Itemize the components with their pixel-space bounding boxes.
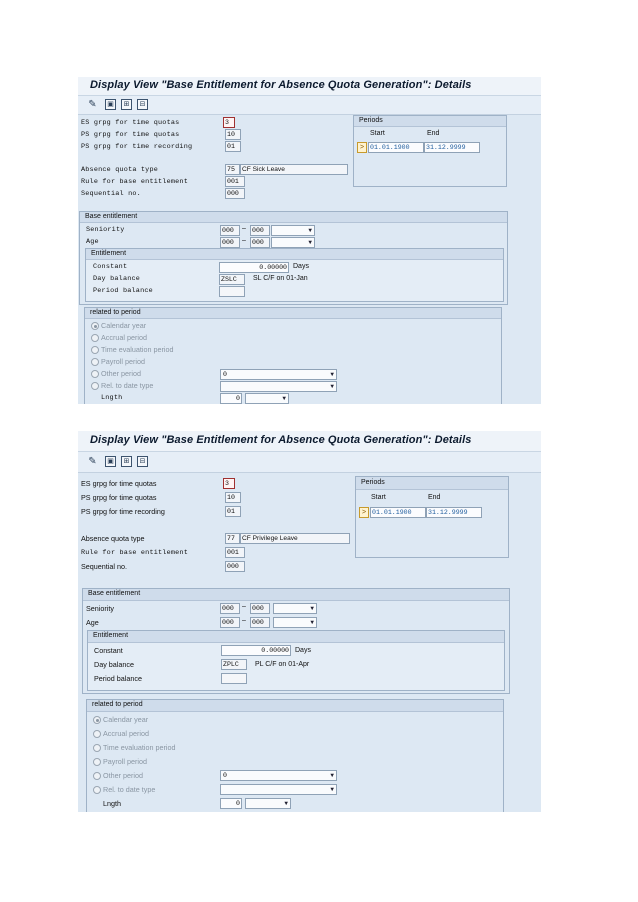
toolbar (78, 96, 541, 115)
related-to-period-title: related to period (85, 308, 501, 319)
option-accrual-period: Accrual period (103, 729, 149, 738)
rule-label: Rule for base entitlement (81, 549, 188, 557)
constant-field[interactable]: 0.00000 (221, 645, 291, 656)
length-field[interactable]: 0 (220, 393, 242, 404)
entitlement-title: Entitlement (86, 249, 503, 260)
sequential-field[interactable]: 000 (225, 188, 245, 199)
periods-start-label: Start (371, 494, 386, 501)
title-bar (78, 77, 541, 96)
age-unit-dropdown[interactable] (273, 617, 317, 628)
title-bar (78, 431, 541, 452)
day-balance-label: Day balance (93, 275, 141, 283)
periods-end-label: End (428, 494, 441, 501)
seniority-dash: – (242, 603, 246, 610)
periods-title: Periods (356, 477, 508, 490)
absence-quota-type-text: CF Privilege Leave (240, 533, 350, 544)
entitlement-title: Entitlement (88, 631, 504, 643)
chevron-down-icon: ▼ (330, 383, 334, 390)
radio-accrual-period[interactable] (91, 334, 99, 342)
next-entry-icon[interactable]: ⊟ (137, 99, 148, 110)
day-balance-text: SL C/F on 01-Jan (253, 275, 308, 282)
period-start-field[interactable]: 01.01.1900 (368, 142, 424, 153)
period-select-icon[interactable]: > (357, 142, 367, 153)
other-entry-icon[interactable]: ✎ (88, 456, 97, 467)
rule-field[interactable]: 001 (225, 547, 245, 558)
es-grpg-label: ES grpg for time quotas (81, 119, 180, 127)
constant-label: Constant (93, 263, 128, 271)
option-accrual-period: Accrual period (101, 333, 147, 342)
sequential-label: Sequential no. (81, 562, 127, 571)
age-dash: – (242, 617, 246, 624)
constant-unit: Days (293, 263, 309, 270)
radio-rel-date-type[interactable] (91, 382, 99, 390)
other-entry-icon[interactable]: ✎ (88, 99, 97, 110)
constant-label: Constant (94, 646, 123, 655)
period-balance-label: Period balance (93, 287, 153, 295)
save-icon[interactable]: ▣ (105, 456, 116, 467)
seniority-dash: – (242, 225, 246, 232)
seniority-unit-dropdown[interactable] (273, 603, 317, 614)
sap-screen-1 (78, 77, 541, 404)
ps-grpg-recording-label: PS grpg for time recording (81, 143, 193, 151)
sequential-label: Sequential no. (81, 190, 141, 198)
age-from-field[interactable]: 000 (220, 617, 240, 628)
chevron-down-icon: ▼ (282, 395, 286, 402)
radio-payroll-period[interactable] (91, 358, 99, 366)
entitlement-group (85, 248, 504, 302)
other-period-value: 0 (223, 371, 227, 378)
es-grpg-field[interactable]: 3 (223, 117, 235, 128)
option-calendar-year: Calendar year (103, 715, 149, 724)
seniority-from-field[interactable]: 000 (220, 225, 240, 236)
sequential-field[interactable]: 000 (225, 561, 245, 572)
periods-end-label: End (427, 130, 440, 137)
radio-time-evaluation-period[interactable] (93, 744, 101, 752)
period-select-icon[interactable]: > (359, 507, 369, 518)
option-time-evaluation-period: Time evaluation period (103, 743, 176, 752)
length-label: Lngth (101, 394, 123, 402)
absence-quota-type-field[interactable]: 75 (225, 164, 240, 175)
option-rel-date-type: Rel. to date type (101, 381, 154, 390)
base-entitlement-title: Base entitlement (83, 589, 509, 601)
seniority-unit-dropdown[interactable] (271, 225, 315, 236)
day-balance-label: Day balance (94, 660, 134, 669)
seniority-from-field[interactable]: 000 (220, 603, 240, 614)
chevron-down-icon: ▼ (330, 371, 334, 378)
age-to-field[interactable]: 000 (250, 237, 270, 248)
absence-quota-type-text: CF Sick Leave (240, 164, 348, 175)
option-calendar-year: Calendar year (101, 321, 147, 330)
related-to-period-group (84, 307, 502, 404)
other-period-dropdown[interactable] (220, 369, 337, 380)
option-rel-date-type: Rel. to date type (103, 785, 156, 794)
period-balance-label: Period balance (94, 674, 142, 683)
day-balance-text: PL C/F on 01-Apr (255, 661, 310, 668)
option-payroll-period: Payroll period (101, 357, 145, 366)
chevron-down-icon: ▼ (308, 227, 312, 234)
period-balance-field[interactable] (221, 673, 247, 684)
day-balance-field[interactable]: ZSLC (219, 274, 245, 285)
ps-grpg-recording-field[interactable]: 01 (225, 506, 241, 517)
radio-calendar-year[interactable] (91, 322, 99, 330)
option-payroll-period: Payroll period (103, 757, 147, 766)
save-icon[interactable]: ▣ (105, 99, 116, 110)
period-balance-field[interactable] (219, 286, 245, 297)
chevron-down-icon: ▼ (310, 605, 314, 612)
base-entitlement-title: Base entitlement (80, 212, 507, 223)
es-grpg-label: ES grpg for time quotas (81, 479, 157, 488)
length-unit-dropdown[interactable] (245, 393, 289, 404)
period-end-field[interactable]: 31.12.9999 (426, 507, 482, 518)
toolbar (78, 452, 541, 473)
ps-grpg-recording-label: PS grpg for time recording (81, 507, 165, 516)
absence-quota-type-label: Absence quota type (81, 166, 159, 174)
chevron-down-icon: ▼ (330, 786, 334, 793)
seniority-label: Seniority (86, 604, 114, 613)
rule-label: Rule for base entitlement (81, 178, 188, 186)
radio-payroll-period[interactable] (93, 758, 101, 766)
length-field[interactable]: 0 (220, 798, 242, 809)
base-entitlement-group (79, 211, 508, 305)
rule-field[interactable]: 001 (225, 176, 245, 187)
radio-rel-date-type[interactable] (93, 786, 101, 794)
radio-other-period[interactable] (93, 772, 101, 780)
length-unit-dropdown[interactable] (245, 798, 291, 809)
chevron-down-icon: ▼ (308, 239, 312, 246)
absence-quota-type-field[interactable]: 77 (225, 533, 240, 544)
constant-field[interactable]: 0.00000 (219, 262, 289, 273)
period-start-field[interactable]: 01.01.1900 (370, 507, 426, 518)
chevron-down-icon: ▼ (310, 619, 314, 626)
ps-grpg-quotas-label: PS grpg for time quotas (81, 493, 157, 502)
screen-title: Display View "Base Entitlement for Absence Quota Generation": Details (90, 79, 472, 91)
related-to-period-group (86, 699, 504, 812)
option-other-period: Other period (103, 771, 143, 780)
absence-quota-type-label: Absence quota type (81, 534, 145, 543)
periods-group (355, 476, 509, 558)
constant-unit: Days (295, 647, 311, 654)
age-to-field[interactable]: 000 (250, 617, 270, 628)
radio-accrual-period[interactable] (93, 730, 101, 738)
age-label: Age (86, 238, 99, 246)
chevron-down-icon: ▼ (284, 800, 288, 807)
age-label: Age (86, 618, 99, 627)
es-grpg-field[interactable]: 3 (223, 478, 235, 489)
radio-calendar-year[interactable] (93, 716, 101, 724)
length-label: Lngth (103, 799, 121, 808)
seniority-to-field[interactable]: 000 (250, 603, 270, 614)
other-period-value: 0 (223, 772, 227, 779)
option-other-period: Other period (101, 369, 141, 378)
option-time-evaluation-period: Time evaluation period (101, 345, 174, 354)
previous-entry-icon[interactable]: ⊞ (121, 99, 132, 110)
other-period-dropdown[interactable] (220, 770, 337, 781)
radio-time-evaluation-period[interactable] (91, 346, 99, 354)
ps-grpg-quotas-field[interactable]: 10 (225, 492, 241, 503)
rel-date-type-dropdown[interactable] (220, 784, 337, 795)
seniority-to-field[interactable]: 000 (250, 225, 270, 236)
age-from-field[interactable]: 000 (220, 237, 240, 248)
base-entitlement-group (82, 588, 510, 694)
chevron-down-icon: ▼ (330, 772, 334, 779)
seniority-label: Seniority (86, 226, 125, 234)
previous-entry-icon[interactable]: ⊞ (121, 456, 132, 467)
rel-date-type-dropdown[interactable] (220, 381, 337, 392)
sap-screen-2 (78, 431, 541, 812)
day-balance-field[interactable]: ZPLC (221, 659, 247, 670)
periods-title: Periods (354, 116, 506, 127)
ps-grpg-quotas-field[interactable]: 10 (225, 129, 241, 140)
periods-group (353, 115, 507, 187)
periods-start-label: Start (370, 130, 385, 137)
entitlement-group (87, 630, 505, 691)
next-entry-icon[interactable]: ⊟ (137, 456, 148, 467)
radio-other-period[interactable] (91, 370, 99, 378)
age-dash: – (242, 237, 246, 244)
related-to-period-title: related to period (87, 700, 503, 712)
age-unit-dropdown[interactable] (271, 237, 315, 248)
ps-grpg-quotas-label: PS grpg for time quotas (81, 131, 180, 139)
ps-grpg-recording-field[interactable]: 01 (225, 141, 241, 152)
screen-title: Display View "Base Entitlement for Absence Quota Generation": Details (90, 434, 472, 446)
period-end-field[interactable]: 31.12.9999 (424, 142, 480, 153)
